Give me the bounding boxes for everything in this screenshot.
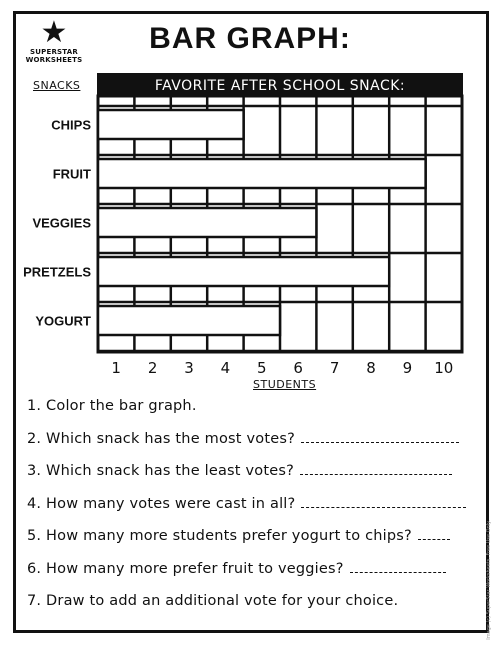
x-axis-label: STUDENTS (253, 378, 317, 391)
answer-blank[interactable] (301, 495, 466, 508)
question-text: 3. Which snack has the least votes? (27, 463, 295, 479)
question-list (27, 395, 482, 623)
question-text: 7. Draw to add an additional vote for your choice. (27, 593, 399, 609)
x-tick-label: 1 (111, 359, 121, 377)
question-text: 5. How many more students prefer yogurt to chips? (27, 528, 412, 544)
question-item (27, 558, 482, 591)
category-label: YOGURT (35, 313, 91, 329)
category-label: CHIPS (51, 117, 91, 133)
question-text: 1. Color the bar graph. (27, 398, 197, 414)
x-tick-label: 8 (366, 359, 376, 377)
question-item (27, 395, 482, 428)
question-text: 6. How many more prefer fruit to veggies? (27, 560, 344, 577)
question-text: 4. How many votes were cast in all? (27, 495, 296, 512)
x-tick-label: 7 (329, 359, 340, 377)
answer-blank[interactable] (350, 560, 446, 573)
answer-blank[interactable] (418, 527, 450, 540)
category-label: FRUIT (52, 166, 91, 182)
bar (98, 110, 244, 139)
bar (98, 306, 280, 335)
bar (98, 257, 389, 286)
question-item (27, 590, 482, 623)
credit-text: Image (c) SuperStar Worksheets. Free Use Only. (486, 520, 492, 640)
logo-text-line1: SUPERSTAR (30, 48, 78, 56)
bar (98, 159, 426, 188)
x-tick-label: 2 (147, 359, 158, 377)
answer-blank[interactable] (301, 430, 459, 443)
question-item (27, 428, 482, 461)
category-label: PRETZELS (23, 264, 91, 280)
x-tick-label: 6 (293, 359, 303, 377)
x-tick-label: 10 (434, 359, 454, 377)
x-tick-label: 9 (402, 359, 413, 377)
bar (98, 208, 316, 237)
y-axis-label: SNACKS (33, 79, 81, 92)
question-item (27, 525, 482, 558)
logo-text-line2: WORKSHEETS (25, 56, 83, 64)
x-tick-label: 3 (184, 359, 194, 377)
x-tick-label: 4 (220, 359, 231, 377)
page-title: BAR GRAPH: (149, 22, 351, 55)
category-label: VEGGIES (32, 215, 91, 231)
star-icon: ★ (40, 15, 68, 50)
question-text: 2. Which snack has the most votes? (27, 430, 295, 447)
question-item (27, 493, 482, 526)
x-tick-label: 5 (257, 359, 267, 377)
chart-title: FAVORITE AFTER SCHOOL SNACK: (154, 78, 406, 94)
question-item (27, 460, 482, 493)
answer-blank[interactable] (300, 462, 452, 475)
